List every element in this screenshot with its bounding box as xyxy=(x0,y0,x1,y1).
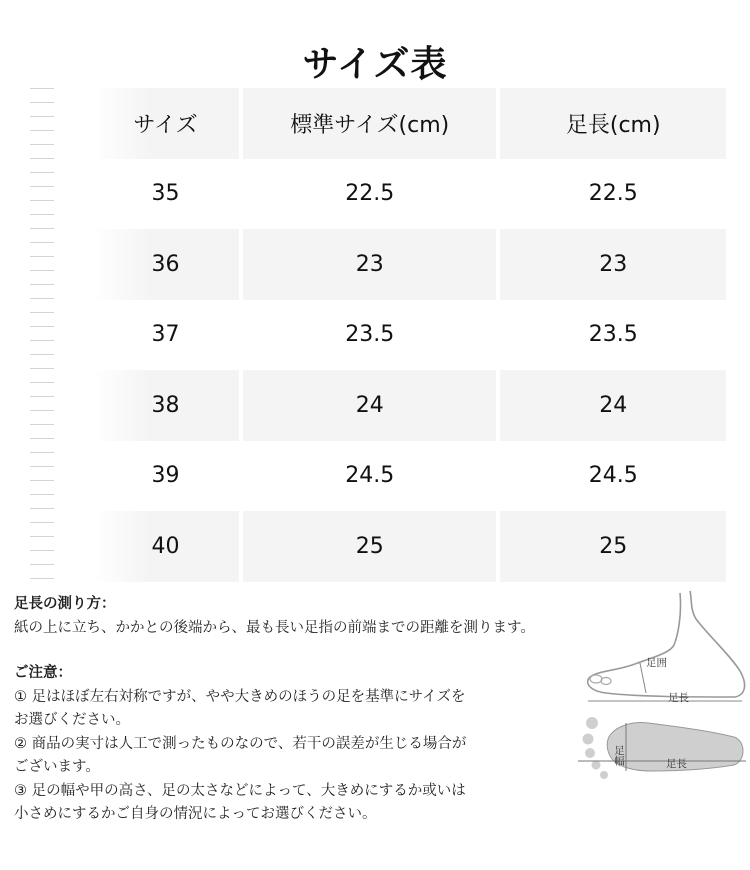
cell-foot-length: 25 xyxy=(500,511,726,582)
cell-size: 36 xyxy=(92,229,239,300)
cell-standard-size: 22.5 xyxy=(345,181,395,207)
cell-foot-length: 23 xyxy=(500,229,726,300)
label-girth: 足囲 xyxy=(646,657,667,669)
table-row xyxy=(92,229,726,300)
caution-1b: お選びください。 xyxy=(14,712,130,728)
cell-foot-length: 24 xyxy=(500,370,726,441)
caution-2b: ございます。 xyxy=(14,759,100,775)
cell-foot-length: 23.5 xyxy=(588,322,638,348)
table-row xyxy=(92,370,726,441)
header-standard-size: 標準サイズ(cm) xyxy=(243,88,496,159)
caution-3b: 小さめにするかご自身の情況によってお選びください。 xyxy=(14,806,377,822)
foot-illustration xyxy=(570,585,750,810)
caution-3a: ③ 足の幅や甲の高さ、足の太さなどによって、大きめにするか或いは xyxy=(14,782,466,799)
cell-foot-length: 22.5 xyxy=(588,181,638,207)
foot-diagram xyxy=(570,585,750,810)
cell-standard-size: 24.5 xyxy=(345,463,395,489)
caution-heading: ご注意： xyxy=(14,665,72,681)
size-table xyxy=(92,88,726,582)
cell-size: 35 xyxy=(151,181,180,207)
table-row xyxy=(92,441,726,512)
label-length-side: 足長 xyxy=(668,692,689,704)
table-row xyxy=(92,300,726,371)
cell-standard-size: 24 xyxy=(243,370,496,441)
header-size: サイズ xyxy=(92,88,239,159)
notes-section xyxy=(14,593,574,827)
label-width: 足幅 xyxy=(613,745,625,766)
cell-standard-size: 23 xyxy=(243,229,496,300)
cell-foot-length: 24.5 xyxy=(588,463,638,489)
ruler-decoration xyxy=(30,88,54,580)
caution-1a: ① 足はほぼ左右対称ですが、やや大きめのほうの足を基準にサイズを xyxy=(14,688,466,705)
cell-size: 37 xyxy=(151,322,180,348)
cell-size: 38 xyxy=(92,370,239,441)
cell-standard-size: 23.5 xyxy=(345,322,395,348)
cell-size: 39 xyxy=(151,463,180,489)
cell-standard-size: 25 xyxy=(243,511,496,582)
table-header-row xyxy=(92,88,726,159)
cell-size: 40 xyxy=(92,511,239,582)
table-row xyxy=(92,159,726,230)
caution-2a: ② 商品の実寸は人工で測ったものなので、若干の誤差が生じる場合が xyxy=(14,735,467,752)
page-title: サイズ表 xyxy=(302,44,448,85)
table-row xyxy=(92,511,726,582)
measure-text: 紙の上に立ち、かかとの後端から、最も長い足指の前端までの距離を測ります。 xyxy=(14,619,535,636)
header-foot-length: 足長(cm) xyxy=(500,88,726,159)
label-length-bottom: 足長 xyxy=(666,758,687,770)
measure-heading: 足長の測り方： xyxy=(14,596,116,612)
